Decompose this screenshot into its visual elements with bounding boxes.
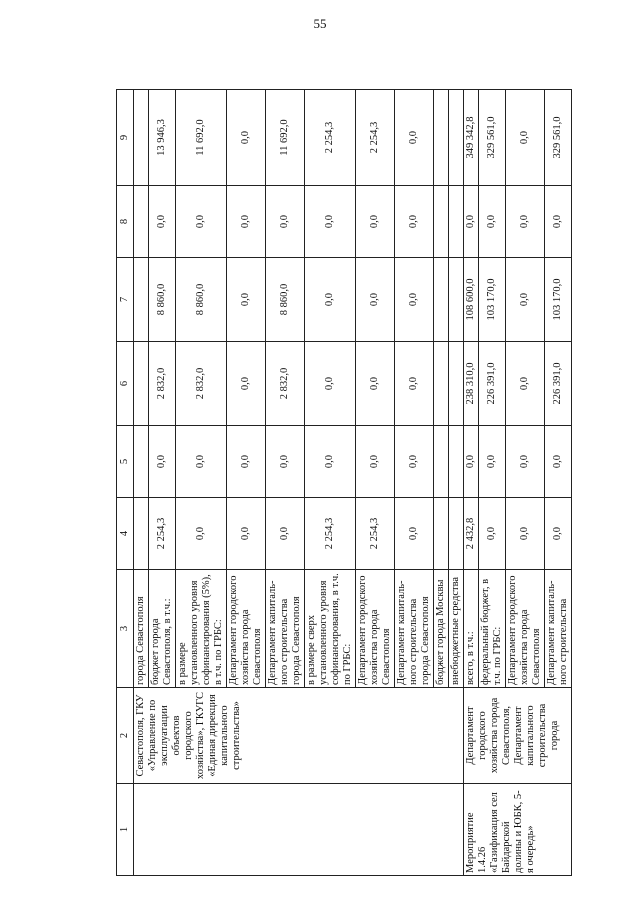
value-cell <box>134 342 149 426</box>
value-cell: 103 170,0 <box>545 258 572 342</box>
value-cell: 0,0 <box>227 90 266 186</box>
value-cell: 0,0 <box>479 426 506 498</box>
value-cell: 0,0 <box>506 186 545 258</box>
value-cell: 2 832,0 <box>176 342 227 426</box>
value-cell: 0,0 <box>545 426 572 498</box>
value-cell <box>434 342 449 426</box>
value-cell <box>449 498 464 570</box>
header-row <box>117 90 134 876</box>
value-cell: 11 692,0 <box>176 90 227 186</box>
value-cell: 0,0 <box>356 342 395 426</box>
value-cell: 0,0 <box>305 426 356 498</box>
header-cell: 2 <box>117 688 134 784</box>
value-cell: 226 391,0 <box>479 342 506 426</box>
funding-source-cell: федеральный бюджет, в т.ч. по ГРБС: <box>479 570 506 688</box>
value-cell <box>449 90 464 186</box>
value-cell <box>434 498 449 570</box>
value-cell: 0,0 <box>506 426 545 498</box>
value-cell: 8 860,0 <box>149 258 176 342</box>
funding-source-cell: в размере сверх установленного уровня софинансирования, в т.ч. по ГРБС: <box>305 570 356 688</box>
value-cell: 0,0 <box>266 498 305 570</box>
value-cell: 329 561,0 <box>545 90 572 186</box>
value-cell <box>134 258 149 342</box>
value-cell: 11 692,0 <box>266 90 305 186</box>
value-cell: 0,0 <box>356 258 395 342</box>
value-cell: 0,0 <box>356 186 395 258</box>
value-cell: 8 860,0 <box>176 258 227 342</box>
value-cell: 2 832,0 <box>149 342 176 426</box>
funding-source-cell: бюджет города Севастополя, в т.ч.: <box>149 570 176 688</box>
value-cell: 0,0 <box>176 498 227 570</box>
value-cell: 0,0 <box>545 498 572 570</box>
funding-source-cell: Департамент капиталь-ного строительства города Севастополя <box>395 570 434 688</box>
value-cell: 0,0 <box>395 426 434 498</box>
budget-table <box>116 89 572 876</box>
table-row <box>134 90 149 876</box>
funding-source-cell: в размере установленного уровня софинансирования (5%), в т.ч. по ГРБС: <box>176 570 227 688</box>
value-cell <box>434 90 449 186</box>
value-cell: 0,0 <box>227 258 266 342</box>
value-cell <box>134 426 149 498</box>
value-cell <box>134 498 149 570</box>
value-cell <box>434 258 449 342</box>
value-cell: 0,0 <box>395 186 434 258</box>
value-cell: 0,0 <box>479 498 506 570</box>
funding-source-cell: города Севастополя <box>134 570 149 688</box>
header-cell: 4 <box>117 498 134 570</box>
value-cell: 2 254,3 <box>149 498 176 570</box>
funding-source-cell: внебюджетные средства <box>449 570 464 688</box>
value-cell <box>134 90 149 186</box>
header-cell: 6 <box>117 342 134 426</box>
value-cell: 2 254,3 <box>305 90 356 186</box>
value-cell: 0,0 <box>305 342 356 426</box>
funding-source-cell: бюджет города Москвы <box>434 570 449 688</box>
value-cell: 2 832,0 <box>266 342 305 426</box>
value-cell: 0,0 <box>479 186 506 258</box>
value-cell: 0,0 <box>506 90 545 186</box>
funding-source-cell: Департамент городского хозяйства города Севастополя <box>356 570 395 688</box>
value-cell: 349 342,8 <box>464 90 479 186</box>
value-cell: 0,0 <box>545 186 572 258</box>
value-cell: 0,0 <box>506 258 545 342</box>
value-cell: 0,0 <box>266 426 305 498</box>
header-cell: 8 <box>117 186 134 258</box>
value-cell: 0,0 <box>395 258 434 342</box>
value-cell: 226 391,0 <box>545 342 572 426</box>
header-cell: 7 <box>117 258 134 342</box>
value-cell <box>434 426 449 498</box>
value-cell: 0,0 <box>395 342 434 426</box>
measure-name-cell: Мероприятие 1.4.26 «Газификация сел Байдарской долины и ЮБК, 5-я очередь» <box>464 784 572 876</box>
value-cell: 0,0 <box>464 186 479 258</box>
value-cell: 0,0 <box>395 498 434 570</box>
executor-cell: Севастополя, ГКУ «Управление по эксплуатации объектов городского хозяйства», ГКУГС «Единая дирекция капитального строительства» <box>134 688 464 784</box>
header-cell: 3 <box>117 570 134 688</box>
funding-source-cell: Департамент городского хозяйства города Севастополя <box>506 570 545 688</box>
value-cell: 2 432,8 <box>464 498 479 570</box>
header-cell: 5 <box>117 426 134 498</box>
value-cell: 0,0 <box>464 426 479 498</box>
value-cell: 2 254,3 <box>356 90 395 186</box>
value-cell: 0,0 <box>506 342 545 426</box>
value-cell: 0,0 <box>227 342 266 426</box>
value-cell: 13 946,3 <box>149 90 176 186</box>
value-cell: 0,0 <box>356 426 395 498</box>
value-cell: 0,0 <box>506 498 545 570</box>
page-number: 55 <box>313 16 327 31</box>
measure-name-cell <box>134 784 464 876</box>
value-cell: 238 310,0 <box>464 342 479 426</box>
value-cell: 0,0 <box>149 426 176 498</box>
value-cell: 0,0 <box>266 186 305 258</box>
header-cell: 9 <box>117 90 134 186</box>
value-cell: 0,0 <box>305 258 356 342</box>
funding-source-cell: Департамент капиталь-ного строительства города Севастополя <box>266 570 305 688</box>
value-cell: 8 860,0 <box>266 258 305 342</box>
value-cell: 103 170,0 <box>479 258 506 342</box>
funding-source-cell: всего, в т.ч.: <box>464 570 479 688</box>
value-cell: 0,0 <box>305 186 356 258</box>
value-cell <box>449 258 464 342</box>
value-cell: 0,0 <box>176 186 227 258</box>
value-cell: 0,0 <box>227 186 266 258</box>
value-cell: 0,0 <box>227 498 266 570</box>
funding-source-cell: Департамент капиталь-ного строительства <box>545 570 572 688</box>
value-cell: 108 600,0 <box>464 258 479 342</box>
funding-source-cell: Департамент городского хозяйства города Севастополя <box>227 570 266 688</box>
table-row <box>464 90 479 876</box>
value-cell <box>434 186 449 258</box>
value-cell: 0,0 <box>395 90 434 186</box>
header-cell: 1 <box>117 784 134 876</box>
value-cell: 2 254,3 <box>356 498 395 570</box>
value-cell: 0,0 <box>149 186 176 258</box>
value-cell: 0,0 <box>227 426 266 498</box>
value-cell <box>449 426 464 498</box>
value-cell <box>449 342 464 426</box>
value-cell: 0,0 <box>176 426 227 498</box>
value-cell <box>449 186 464 258</box>
value-cell: 329 561,0 <box>479 90 506 186</box>
value-cell <box>134 186 149 258</box>
rotated-table-container <box>116 90 569 873</box>
executor-cell: Департамент городского хозяйства города Севастополя, Департамент капитального строительства города <box>464 688 572 784</box>
value-cell: 2 254,3 <box>305 498 356 570</box>
